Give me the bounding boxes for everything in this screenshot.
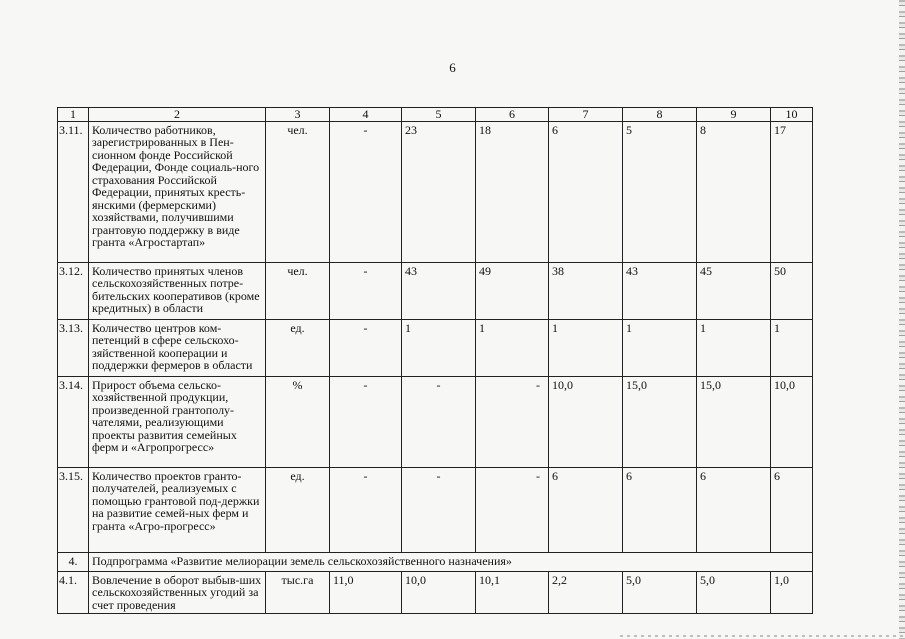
row-number: 4.1. xyxy=(58,571,89,614)
value-cell: 43 xyxy=(623,262,697,319)
section-number: 4. xyxy=(58,552,89,571)
value-cell: 6 xyxy=(549,121,623,262)
table-row xyxy=(58,319,813,376)
value-cell: 23 xyxy=(402,121,476,262)
value-cell: 50 xyxy=(771,262,813,319)
indicator-name: Количество центров ком-петенций в сфере сельскохо-зяйственной кооперации и поддержки фермеров в области xyxy=(89,319,266,376)
section-title: Подпрограмма «Развитие мелиорации земель сельскохозяйственного назначения» xyxy=(89,552,813,571)
value-cell: - xyxy=(476,467,549,552)
value-cell: 15,0 xyxy=(623,376,697,467)
indicator-name: Количество принятых членов сельскохозяйственных потре-бительских кооперативов (кроме кредитных) в области xyxy=(89,262,266,319)
column-header: 4 xyxy=(330,108,402,122)
value-cell: - xyxy=(330,376,402,467)
value-cell: 1 xyxy=(623,319,697,376)
value-cell: 38 xyxy=(549,262,623,319)
value-cell: 45 xyxy=(697,262,771,319)
value-cell: - xyxy=(330,262,402,319)
row-number: 3.13. xyxy=(58,319,89,376)
value-cell: - xyxy=(330,121,402,262)
value-cell: 1 xyxy=(771,319,813,376)
value-cell: 18 xyxy=(476,121,549,262)
column-header: 5 xyxy=(402,108,476,122)
value-cell: 6 xyxy=(623,467,697,552)
value-cell: - xyxy=(330,467,402,552)
value-cell: 10,0 xyxy=(549,376,623,467)
page-number: 6 xyxy=(449,60,456,75)
unit-cell: чел. xyxy=(266,121,330,262)
column-header: 3 xyxy=(266,108,330,122)
table-row xyxy=(58,376,813,467)
value-cell: 17 xyxy=(771,121,813,262)
column-header: 7 xyxy=(549,108,623,122)
unit-cell: ед. xyxy=(266,319,330,376)
column-header: 8 xyxy=(623,108,697,122)
section-row xyxy=(58,552,813,571)
value-cell: 5,0 xyxy=(697,571,771,614)
indicator-name: Количество работников, зарегистрированных в Пен-сионном фонде Российской Федерации, Фонде социаль-ного страхования Российской Федерации, принятых кресть-янскими (фермерскими) хозяйствами, получившими грантовую поддержку в виде гранта «Агростартап» xyxy=(89,121,266,262)
value-cell: 5 xyxy=(623,121,697,262)
value-cell: - xyxy=(402,467,476,552)
table-row xyxy=(58,121,813,262)
indicator-name: Количество проектов гранто-получателей, реализуемых с помощью грантовой под-держки на развитие семей-ных ферм и гранта «Агро-прогресс» xyxy=(89,467,266,552)
value-cell: 6 xyxy=(697,467,771,552)
value-cell: 1 xyxy=(402,319,476,376)
row-number: 3.14. xyxy=(58,376,89,467)
column-header: 10 xyxy=(771,108,813,122)
table-row xyxy=(58,467,813,552)
value-cell: 2,2 xyxy=(549,571,623,614)
indicators-table xyxy=(57,107,813,614)
row-number: 3.11. xyxy=(58,121,89,262)
indicator-name: Прирост объема сельско-хозяйственной продукции, произведенной грантополу-чателями, реализующими проекты развития семейных ферм и «Агропрогресс» xyxy=(89,376,266,467)
value-cell: 43 xyxy=(402,262,476,319)
value-cell: 1 xyxy=(476,319,549,376)
scan-edge-artifact xyxy=(899,0,905,639)
value-cell: 11,0 xyxy=(330,571,402,614)
column-header: 2 xyxy=(89,108,266,122)
value-cell: 5,0 xyxy=(623,571,697,614)
value-cell: - xyxy=(330,319,402,376)
unit-cell: ед. xyxy=(266,467,330,552)
table-row xyxy=(58,571,813,614)
column-header: 1 xyxy=(58,108,89,122)
value-cell: 6 xyxy=(549,467,623,552)
unit-cell: чел. xyxy=(266,262,330,319)
column-number-row xyxy=(58,108,813,122)
value-cell: 6 xyxy=(771,467,813,552)
value-cell: 15,0 xyxy=(697,376,771,467)
value-cell: 1 xyxy=(549,319,623,376)
unit-cell: тыс.га xyxy=(266,571,330,614)
value-cell: 10,1 xyxy=(476,571,549,614)
row-number: 3.15. xyxy=(58,467,89,552)
value-cell: - xyxy=(476,376,549,467)
value-cell: 10,0 xyxy=(402,571,476,614)
column-header: 6 xyxy=(476,108,549,122)
value-cell: 1 xyxy=(697,319,771,376)
value-cell: - xyxy=(402,376,476,467)
scan-bottom-artifact xyxy=(620,635,905,637)
value-cell: 10,0 xyxy=(771,376,813,467)
value-cell: 49 xyxy=(476,262,549,319)
indicator-name: Вовлечение в оборот выбыв-ших сельскохозяйственных угодий за счет проведения xyxy=(89,571,266,614)
table-row xyxy=(58,262,813,319)
column-header: 9 xyxy=(697,108,771,122)
value-cell: 8 xyxy=(697,121,771,262)
value-cell: 1,0 xyxy=(771,571,813,614)
row-number: 3.12. xyxy=(58,262,89,319)
unit-cell: % xyxy=(266,376,330,467)
